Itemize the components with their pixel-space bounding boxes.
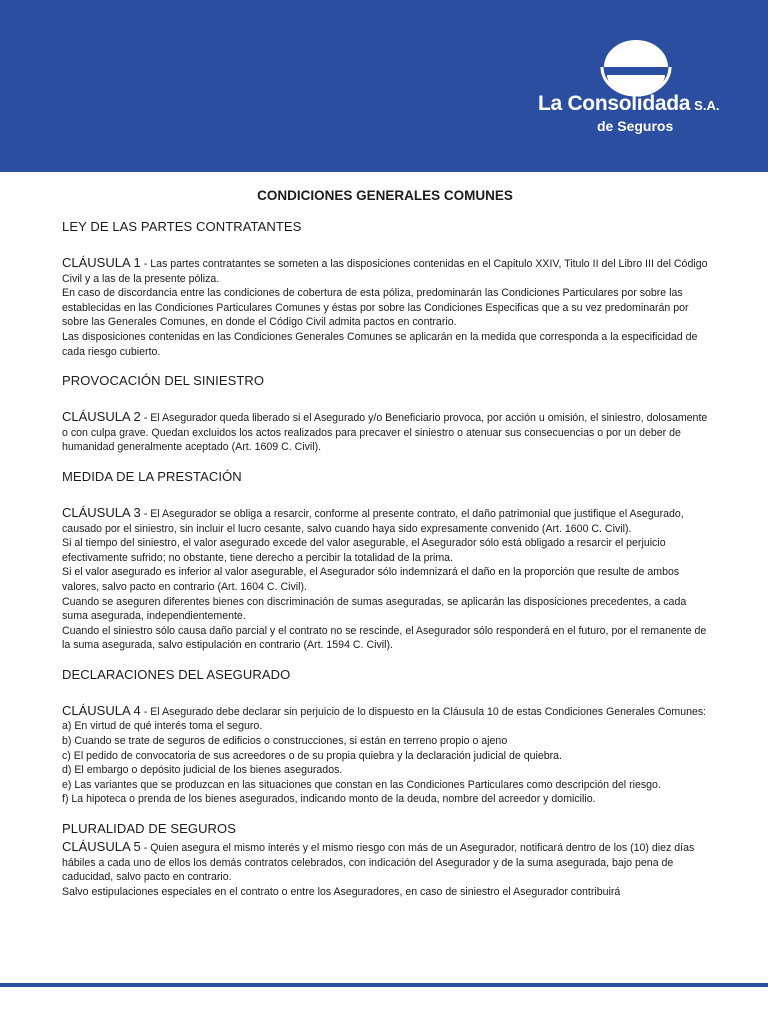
clause-text: En caso de discordancia entre las condiciones de cobertura de esta póliza, predominarán las Condiciones Particulares por sobre las establecidas en las Condiciones Particulares Comunes y éstas por sobre las Condiciones Especificas que a su vez predominarán por sobre las Generales Comunes, en donde el Código Civil admita pactos en contrario. (62, 287, 689, 329)
document-title: CONDICIONES GENERALES COMUNES (257, 188, 513, 203)
list-item: e) Las variantes que se produzcan en las situaciones que constan en las Condiciones Particulares como descripción del riesgo. (62, 778, 661, 791)
clause-text: Cuando se aseguren diferentes bienes con discriminación de sumas aseguradas, se aplicarán las disposiciones precedentes, a cada suma asegurada, independientemente. (62, 595, 687, 623)
clause-1: CLÁUSULA 1 - Las partes contratantes se someten a las disposiciones contenidas en el Capitulo XXIV, Titulo II del Libro III del Código Civil y a las de la presente póliza. En caso de discordancia entre las condiciones de cobertura de esta póliza, predominarán las Condiciones Particulares por sobre las establecidas en las Condiciones Particulares Comunes y éstas por sobre las Condiciones Especificas que a su vez predominarán por sobre las Generales Comunes, en donde el Código Civil admita pactos en contrario. Las disposiciones contenidas en las Condiciones Generales Comunes se aplicarán en la medida que corresponda a la especificidad de cada riesgo cubierto. (62, 255, 708, 358)
clause-label: CLÁUSULA 5 (62, 839, 141, 855)
list-item: b) Cuando se trate de seguros de edificios o construcciones, si están en terreno propio o ajeno (62, 735, 508, 748)
clause-text: Quien asegura el mismo interés y el mismo riesgo con más de un Asegurador, notificará dentro de los (10) diez días hábiles a cada uno de ellos los demás contratos celebrados, con indicación del Asegurador y de la suma asegurada, bajo pena de caducidad, salvo pacto en contrario. (62, 842, 695, 884)
clause-text: El Asegurado debe declarar sin perjuicio de lo dispuesto en la Cláusula 10 de estas Condiciones Generales Comunes: (150, 705, 707, 718)
brand-subtitle: de Seguros (597, 118, 674, 134)
clause-2: CLÁUSULA 2 - El Asegurador queda liberado si el Asegurado y/o Beneficiario provoca, por acción u omisión, el siniestro, dolosamente o con culpa grave. Quedan excluidos los actos realizados para precaver el siniestro o atenuar sus consecuencias o por un deber de humanidad generalmente aceptado (Art. 1609 C. Civil). (62, 409, 708, 454)
section-heading: MEDIDA DE LA PRESTACIÓN (62, 468, 242, 484)
section-heading: LEY DE LAS PARTES CONTRATANTES (62, 219, 302, 234)
clause-5: CLÁUSULA 5 - Quien asegura el mismo interés y el mismo riesgo con más de un Asegurador, notificará dentro de los (10) diez días hábiles a cada uno de ellos los demás contratos celebrados, con indicación del Asegurador y de la suma asegurada, bajo pena de caducidad, salvo pacto en contrario. Salvo estipulaciones especiales en el contrato o entre los Aseguradores, en caso de siniestro el Asegurador contribuirá (62, 840, 708, 899)
list-item: d) El embargo o depósito judicial de los bienes asegurados. (62, 764, 343, 777)
clause-label: CLÁUSULA 3 (62, 504, 141, 520)
section-heading: PLURALIDAD DE SEGUROS (62, 821, 237, 837)
header-banner (0, 0, 768, 172)
brand-logo-icon (598, 37, 674, 97)
clause-text: Las partes contratantes se someten a las disposiciones contenidas en el Capitulo XXIV, Titulo II del Libro III del Código Civil y a las de la presente póliza. (62, 258, 708, 285)
clause-text: Las disposiciones contenidas en las Condiciones Generales Comunes se aplicarán en la medida que corresponda a la especificidad de cada riesgo cubierto. (62, 330, 698, 358)
clause-label: CLÁUSULA 4 (62, 702, 141, 718)
clause-text: Si al tiempo del siniestro, el valor asegurado excede del valor asegurable, el Asegurador sólo está obligado a resarcir el perjuicio efectivamente sufrido; no obstante, tiene derecho a percibir la totalidad de la prima. (62, 537, 666, 564)
document-body (62, 188, 708, 913)
clause-text: Salvo estipulaciones especiales en el contrato o entre los Aseguradores, en caso de siniestro el Asegurador contribuirá (62, 885, 621, 898)
brand-name-text: La Consolidada (538, 92, 691, 115)
clause-label: CLÁUSULA 1 (62, 255, 141, 270)
list-item: c) El pedido de convocatoria de sus acreedores o de su propia quiebra y la declaración judicial de quiebra. (62, 749, 562, 762)
clause-text: El Asegurador queda liberado si el Asegurado y/o Beneficiario provoca, por acción u omisión, el siniestro, dolosamente o con culpa grave. Quedan excluidos los actos realizados para precaver el siniestro o atenuar sus consecuencias o por un deber de humanidad generalmente aceptado (Art. 1609 C. Civil). (62, 412, 708, 454)
clause-text: El Asegurador se obliga a resarcir, conforme al presente contrato, el daño patrimonial que justifique el Asegurado, causado por el siniestro, sin incluir el lucro cesante, salvo cuando haya sido expresamente convenido (Art. 1600 C. Civil). (62, 507, 684, 535)
clause-3: CLÁUSULA 3 - El Asegurador se obliga a resarcir, conforme al presente contrato, el daño patrimonial que justifique el Asegurado, causado por el siniestro, sin incluir el lucro cesante, salvo cuando haya sido expresamente convenido (Art. 1600 C. Civil). Si al tiempo del siniestro, el valor asegurado excede del valor asegurable, el Asegurador sólo está obligado a resarcir el perjuicio efectivamente sufrido; no obstante, tiene derecho a percibir la totalidad de la prima. Si el valor asegurado es inferior al valor asegurable, el Asegurador sólo indemnizará el daño en la proporción que resulte de ambos valores, salvo pacto en contrario (Art. 1604 C. Civil). Cuando se aseguren diferentes bienes con discriminación de sumas aseguradas, se aplicarán las disposiciones precedentes, a cada suma asegurada, independientemente. Cuando el siniestro sólo causa daño parcial y el contrato no se rescinde, el Asegurador sólo responderá en el futuro, por el remanente de la suma asegurada, salvo estipulación en contrario (Art. 1594 C. Civil). (62, 504, 707, 652)
footer-divider (0, 983, 768, 987)
clause-text: Si el valor asegurado es inferior al valor asegurable, el Asegurador sólo indemnizará el daño en la proporción que resulte de ambos valores, salvo pacto en contrario (Art. 1604 C. Civil). (62, 566, 680, 593)
section-heading: DECLARACIONES DEL ASEGURADO (62, 666, 291, 682)
brand-suffix: S.A. (694, 98, 720, 113)
clause-label: CLÁUSULA 2 (62, 409, 141, 425)
brand-name (538, 92, 719, 116)
clause-text: Cuando el siniestro sólo causa daño parcial y el contrato no se rescinde, el Asegurador sólo responderá en el futuro, por el remanente de la suma asegurada, salvo estipulación en contrario (Art. 1594 C. Civil). (62, 624, 707, 652)
clause-4: CLÁUSULA 4 - El Asegurado debe declarar sin perjuicio de lo dispuesto en la Cláusula 10 de estas Condiciones Generales Comunes: a) En virtud de qué interés toma el seguro. b) Cuando se trate de seguros de edificios o construcciones, si están en terreno propio o ajeno c) El pedido de convocatoria de sus acreedores o de su propia quiebra y la declaración judicial de quiebra. d) El embargo o depósito judicial de los bienes asegurados. e) Las variantes que se produzcan en las situaciones que constan en las Condiciones Particulares como descripción del riesgo. f) La hipoteca o prenda de los bienes asegurados, indicando monto de la deuda, nombre del acreedor y domicilio. (62, 702, 707, 806)
list-item: f) La hipoteca o prenda de los bienes asegurados, indicando monto de la deuda, nombre del acreedor y domicilio. (62, 793, 596, 806)
section-heading: PROVOCACIÓN DEL SINIESTRO (62, 373, 265, 389)
list-item: a) En virtud de qué interés toma el seguro. (62, 720, 263, 733)
